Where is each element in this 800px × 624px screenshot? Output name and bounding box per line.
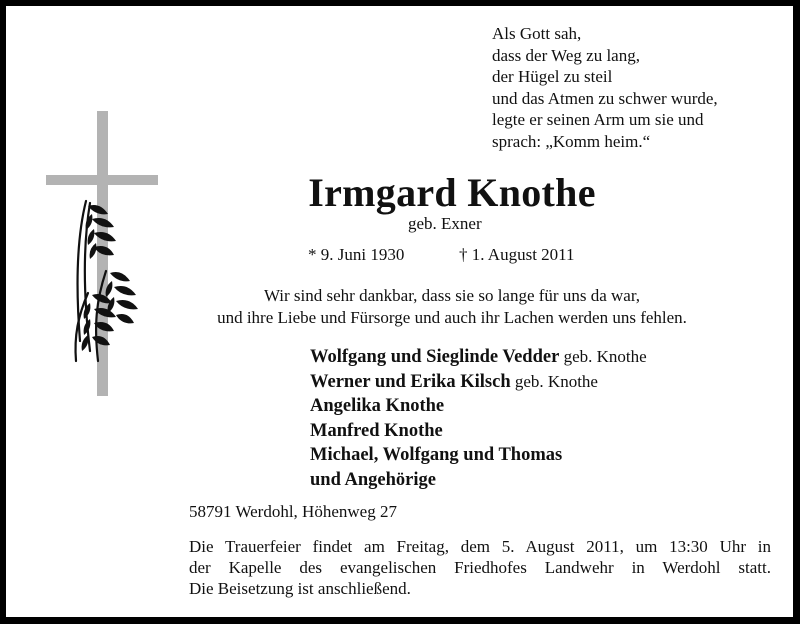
- family-entry: [310, 468, 647, 493]
- family-name: Angelika Knothe: [310, 396, 445, 416]
- death-date: † 1. August 2011: [459, 245, 575, 264]
- funeral-line: Die Beisetzung ist anschließend.: [189, 579, 411, 598]
- deceased-name: Irmgard Knothe: [308, 170, 596, 215]
- funeral-info: [189, 536, 771, 599]
- family-name: und Angehörige: [310, 469, 436, 490]
- poem-line: sprach: „Komm heim.“: [492, 131, 651, 151]
- cross-with-wheat-icon: [46, 111, 166, 401]
- obituary-notice: [6, 6, 793, 617]
- poem: [492, 23, 718, 153]
- poem-line: der Hügel zu steil: [492, 67, 613, 87]
- family-note: geb. Knothe: [510, 371, 598, 391]
- family-name: Werner und Erika Kilsch: [310, 371, 511, 392]
- family-entry: [310, 370, 647, 395]
- thanks-line: Wir sind sehr dankbar, dass sie so lange für uns da war,: [263, 286, 641, 305]
- family-name: Michael, Wolfgang und Thomas: [310, 445, 563, 465]
- funeral-line: der Kapelle des evangelischen Friedhofes Landwehr in Werdohl statt.: [189, 558, 771, 577]
- poem-line: Als Gott sah,: [492, 24, 582, 43]
- poem-line: dass der Weg zu lang,: [492, 45, 640, 65]
- family-entry: [310, 419, 647, 444]
- birth-date: * 9. Juni 1930: [308, 245, 405, 264]
- funeral-line: Die Trauerfeier findet am Freitag, dem 5. August 2011, um 13:30 Uhr in: [189, 537, 771, 556]
- family-note: geb. Knothe: [559, 347, 647, 366]
- thanks-text: [6, 285, 800, 328]
- family-list: [310, 345, 647, 492]
- family-entry: [310, 443, 647, 468]
- thanks-line: und ihre Liebe und Fürsorge und auch ihr Lachen werden uns fehlen.: [217, 307, 687, 327]
- poem-line: legte er seinen Arm um sie und: [492, 110, 704, 130]
- family-entry: [310, 345, 647, 370]
- address: 58791 Werdohl, Höhenweg 27: [189, 502, 397, 521]
- family-entry: [310, 394, 647, 419]
- poem-line: und das Atmen zu schwer wurde,: [492, 88, 718, 108]
- maiden-name: geb. Exner: [408, 214, 482, 233]
- family-name: Manfred Knothe: [310, 420, 443, 441]
- family-name: Wolfgang und Sieglinde Vedder: [310, 347, 560, 367]
